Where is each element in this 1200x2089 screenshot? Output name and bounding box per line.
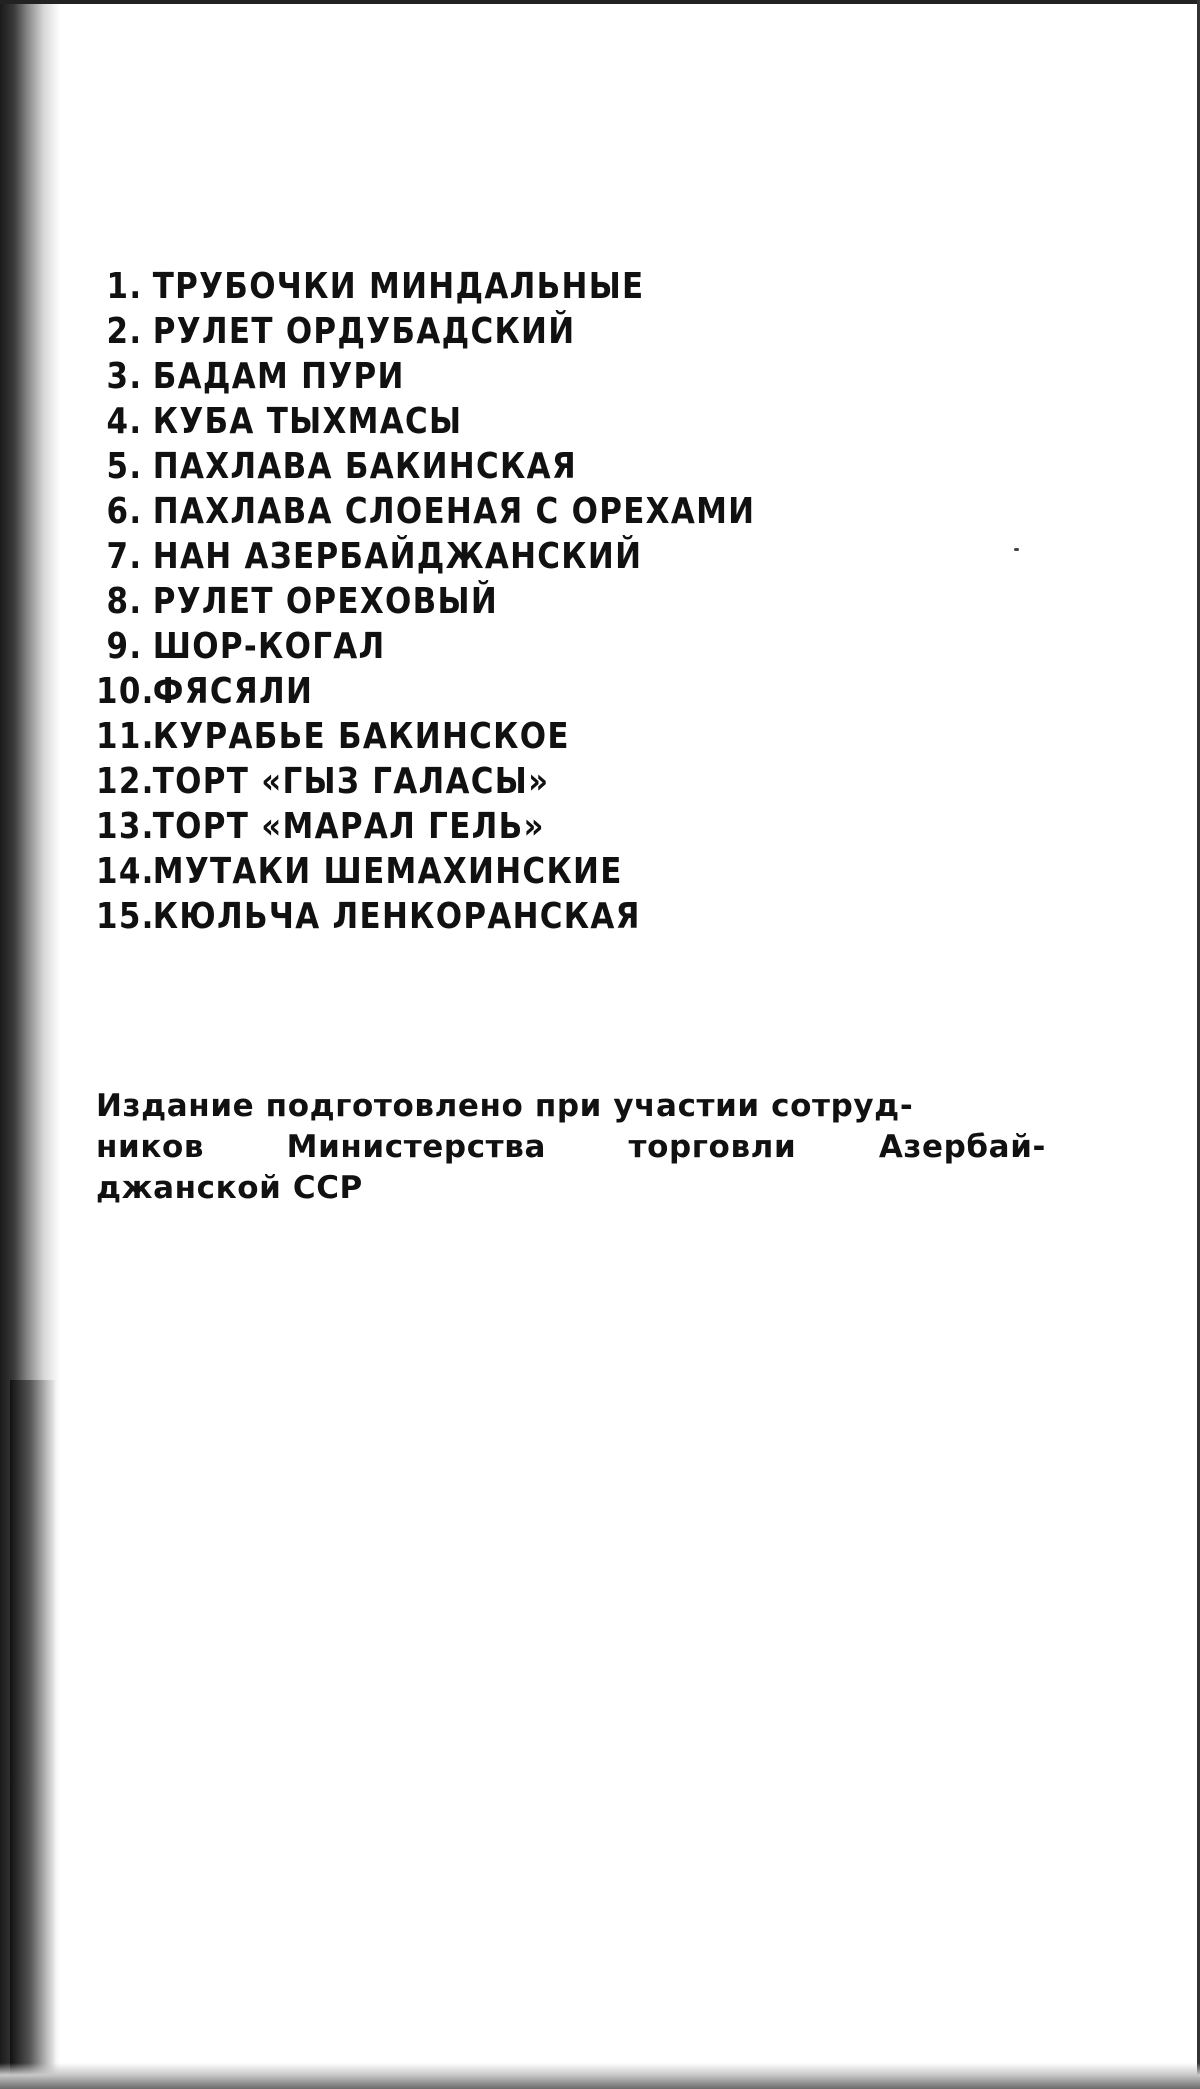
recipe-item [96,716,755,761]
recipe-item [96,896,755,941]
recipe-list [96,266,863,941]
recipe-item [96,311,755,356]
recipe-title: РУЛЕТ ОРЕХОВЫЙ [152,581,499,622]
recipe-item [96,401,755,446]
recipe-title: ТОРТ «ГЫЗ ГАЛАСЫ» [152,761,550,802]
recipe-number: 3. [106,356,143,397]
recipe-number: 14. [96,851,155,892]
recipe-title: НАН АЗЕРБАЙДЖАНСКИЙ [152,536,643,577]
recipe-number: 1. [106,266,143,307]
note-line-2 [96,1127,1046,1168]
recipe-title: ПАХЛАВА БАКИНСКАЯ [152,446,577,487]
recipe-item [96,536,755,581]
recipe-number: 13. [96,806,155,847]
recipe-title: РУЛЕТ ОРДУБАДСКИЙ [152,311,576,352]
recipe-title: КУБА ТЫХМАСЫ [152,401,463,442]
note-word: Азербай- [878,1129,1046,1165]
note-word: Министерства [286,1129,546,1165]
recipe-item [96,266,755,311]
recipe-item [96,761,755,806]
page-bottom-edge [0,2063,1200,2089]
recipe-number: 9. [106,626,143,667]
recipe-item [96,356,755,401]
note-word: ников [96,1129,205,1165]
recipe-title: ПАХЛАВА СЛОЕНАЯ С ОРЕХАМИ [152,491,756,532]
recipe-title: ТРУБОЧКИ МИНДАЛЬНЫЕ [152,266,645,307]
note-word: торговли [628,1129,797,1165]
recipe-item [96,851,755,896]
scan-speck [1014,548,1019,551]
recipe-item [96,581,755,626]
recipe-number: 15. [96,896,155,937]
recipe-title: ФЯСЯЛИ [152,671,314,712]
recipe-item [96,671,755,716]
recipe-number: 5. [106,446,143,487]
recipe-number: 8. [106,581,143,622]
recipe-title: ТОРТ «МАРАЛ ГЕЛЬ» [152,806,545,847]
recipe-item [96,491,755,536]
recipe-item [96,446,755,491]
recipe-number: 2. [106,311,143,352]
recipe-number: 6. [106,491,143,532]
note-line-3: джанской ССР [96,1170,363,1206]
recipe-title: ШОР-КОГАЛ [152,626,386,667]
recipe-number: 12. [96,761,155,802]
recipe-number: 10. [96,671,155,712]
recipe-title: БАДАМ ПУРИ [152,356,405,397]
recipe-title: МУТАКИ ШЕМАХИНСКИЕ [152,851,623,892]
recipe-number: 4. [106,401,143,442]
recipe-number: 7. [106,536,143,577]
page-top-border [0,0,1200,4]
recipe-item [96,626,755,671]
recipe-title: КУРАБЬЕ БАКИНСКОЕ [152,716,570,757]
publication-note [96,1086,1046,1209]
note-line-1: Издание подготовлено при участии сотруд- [96,1088,914,1124]
recipe-number: 11. [96,716,155,757]
recipe-title: КЮЛЬЧА ЛЕНКОРАНСКАЯ [152,896,641,937]
recipe-item [96,806,755,851]
page-left-edge-scuff [10,1380,56,2089]
